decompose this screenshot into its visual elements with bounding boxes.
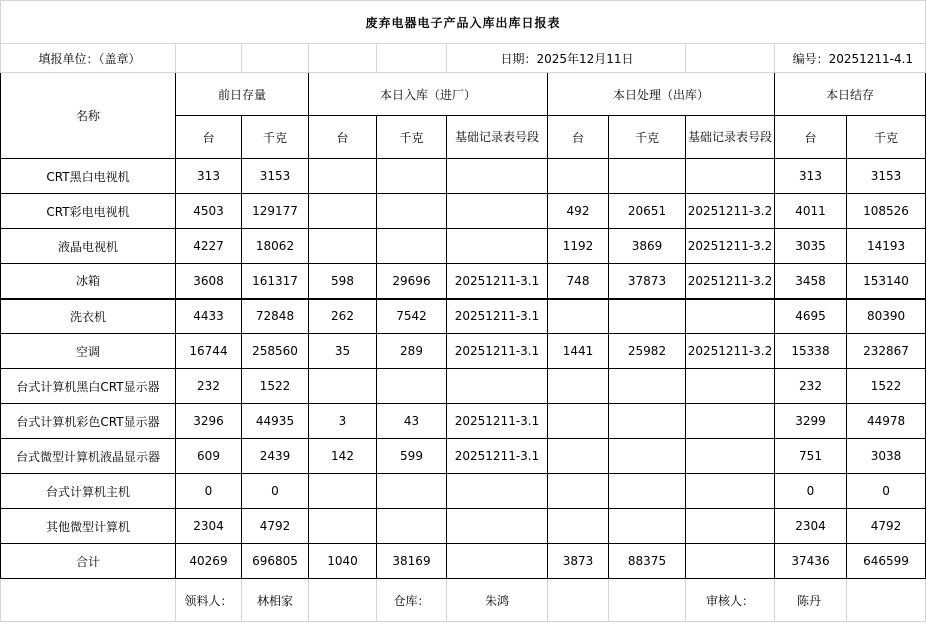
stock-tai-cell: 2304 [775,509,847,544]
in-record-no-cell [447,229,548,264]
out-kg-cell [609,509,686,544]
out-tai-cell [548,299,609,334]
in-record-no-cell [447,509,548,544]
item-name-cell: 台式计算机黑白CRT显示器 [1,369,176,404]
in-kg-cell: 38169 [377,544,447,579]
out-tai-cell: 748 [548,264,609,299]
receiver-label: 领料人： [176,579,242,622]
out-tai-cell [548,509,609,544]
out-record-no-cell [686,509,775,544]
prev-tai-cell: 4227 [176,229,242,264]
subheader-out-record: 基础记录表号段 [686,116,775,159]
prev-kg-cell: 129177 [242,194,309,229]
prev-kg-cell: 18062 [242,229,309,264]
out-kg-cell [609,474,686,509]
subheader-out-tai: 台 [548,116,609,159]
table-row [1,474,926,509]
out-record-no-cell: 20251211-3.2 [686,264,775,299]
table-row [1,264,926,299]
prev-kg-cell: 161317 [242,264,309,299]
out-tai-cell [548,474,609,509]
in-kg-cell [377,474,447,509]
stock-tai-cell: 3299 [775,404,847,439]
stock-tai-cell: 4011 [775,194,847,229]
stock-tai-cell: 0 [775,474,847,509]
stock-tai-cell: 37436 [775,544,847,579]
out-kg-cell [609,159,686,194]
stock-kg-cell: 3038 [847,439,926,474]
out-record-no-cell [686,439,775,474]
stock-tai-cell: 3035 [775,229,847,264]
in-kg-cell [377,194,447,229]
prev-kg-cell: 696805 [242,544,309,579]
out-record-no-cell: 20251211-3.2 [686,334,775,369]
subheader-out-kg: 千克 [609,116,686,159]
out-record-no-cell [686,404,775,439]
total-row [1,544,926,579]
in-tai-cell: 142 [309,439,377,474]
in-kg-cell [377,509,447,544]
subheader-in-record: 基础记录表号段 [447,116,548,159]
prev-kg-cell: 44935 [242,404,309,439]
table-row [1,194,926,229]
out-tai-cell [548,369,609,404]
table-row [1,334,926,369]
in-record-no-cell [447,159,548,194]
in-tai-cell [309,159,377,194]
item-name-cell: 台式计算机彩色CRT显示器 [1,404,176,439]
receiver-name: 林相家 [242,579,309,622]
in-record-no-cell: 20251211-3.1 [447,334,548,369]
prev-tai-cell: 40269 [176,544,242,579]
table-row [1,404,926,439]
out-record-no-cell: 20251211-3.2 [686,194,775,229]
prev-tai-cell: 3296 [176,404,242,439]
in-record-no-cell [447,544,548,579]
out-tai-cell [548,439,609,474]
stock-tai-cell: 4695 [775,299,847,334]
stock-tai-cell: 15338 [775,334,847,369]
in-tai-cell: 1040 [309,544,377,579]
out-kg-cell: 88375 [609,544,686,579]
stock-kg-cell: 0 [847,474,926,509]
item-name-cell: CRT彩电电视机 [1,194,176,229]
in-kg-cell: 599 [377,439,447,474]
out-record-no-cell [686,544,775,579]
col-header-today-stock: 本日结存 [775,73,926,116]
signature-row [1,579,926,622]
prev-tai-cell: 0 [176,474,242,509]
stock-kg-cell: 232867 [847,334,926,369]
out-kg-cell: 20651 [609,194,686,229]
col-header-today-out: 本日处理（出库） [548,73,775,116]
subheader-stock-kg: 千克 [847,116,926,159]
prev-kg-cell: 258560 [242,334,309,369]
prev-kg-cell: 72848 [242,299,309,334]
item-name-cell: 液晶电视机 [1,229,176,264]
in-kg-cell: 43 [377,404,447,439]
prev-kg-cell: 2439 [242,439,309,474]
out-record-no-cell [686,369,775,404]
item-name-cell: 台式微型计算机液晶显示器 [1,439,176,474]
prev-tai-cell: 3608 [176,264,242,299]
title-row [1,1,926,44]
stock-tai-cell: 3458 [775,264,847,299]
out-kg-cell: 37873 [609,264,686,299]
in-kg-cell [377,229,447,264]
warehouse-name: 朱鸿 [447,579,548,622]
stock-kg-cell: 80390 [847,299,926,334]
prev-tai-cell: 4433 [176,299,242,334]
stock-kg-cell: 14193 [847,229,926,264]
header-row-1 [1,73,926,116]
prev-kg-cell: 3153 [242,159,309,194]
in-kg-cell: 289 [377,334,447,369]
in-record-no-cell: 20251211-3.1 [447,264,548,299]
reviewer-name: 陈丹 [775,579,847,622]
prev-tai-cell: 609 [176,439,242,474]
out-kg-cell [609,404,686,439]
subheader-prev-kg: 千克 [242,116,309,159]
in-tai-cell [309,509,377,544]
in-tai-cell [309,474,377,509]
stock-tai-cell: 313 [775,159,847,194]
in-tai-cell: 3 [309,404,377,439]
out-tai-cell [548,404,609,439]
prev-kg-cell: 1522 [242,369,309,404]
out-tai-cell: 3873 [548,544,609,579]
in-tai-cell: 35 [309,334,377,369]
out-tai-cell [548,159,609,194]
in-record-no-cell [447,369,548,404]
data-rows [1,159,926,579]
item-name-cell: CRT黑白电视机 [1,159,176,194]
table-row [1,159,926,194]
in-kg-cell [377,369,447,404]
table-row [1,229,926,264]
reviewer-label: 审核人： [686,579,775,622]
in-record-no-cell [447,474,548,509]
item-name-cell: 其他微型计算机 [1,509,176,544]
report-date: 日期：2025年12月11日 [447,44,686,73]
in-kg-cell: 29696 [377,264,447,299]
in-kg-cell: 7542 [377,299,447,334]
out-record-no-cell [686,159,775,194]
in-tai-cell [309,369,377,404]
in-tai-cell [309,229,377,264]
prev-tai-cell: 4503 [176,194,242,229]
stock-kg-cell: 44978 [847,404,926,439]
stock-kg-cell: 108526 [847,194,926,229]
in-tai-cell: 262 [309,299,377,334]
col-header-name: 名称 [1,73,176,159]
in-kg-cell [377,159,447,194]
subheader-stock-tai: 台 [775,116,847,159]
item-name-cell: 合计 [1,544,176,579]
in-record-no-cell: 20251211-3.1 [447,439,548,474]
out-kg-cell: 25982 [609,334,686,369]
table-row [1,439,926,474]
out-record-no-cell [686,299,775,334]
table-row [1,299,926,334]
stock-tai-cell: 751 [775,439,847,474]
subheader-in-kg: 千克 [377,116,447,159]
item-name-cell: 空调 [1,334,176,369]
out-kg-cell [609,439,686,474]
report-number: 编号：20251211-4.1 [775,44,926,73]
subheader-in-tai: 台 [309,116,377,159]
item-name-cell: 冰箱 [1,264,176,299]
stock-kg-cell: 646599 [847,544,926,579]
out-kg-cell [609,299,686,334]
item-name-cell: 洗衣机 [1,299,176,334]
out-record-no-cell: 20251211-3.2 [686,229,775,264]
col-header-prev-stock: 前日存量 [176,73,309,116]
subheader-prev-tai: 台 [176,116,242,159]
out-tai-cell: 1192 [548,229,609,264]
stock-kg-cell: 4792 [847,509,926,544]
prev-tai-cell: 16744 [176,334,242,369]
in-record-no-cell: 20251211-3.1 [447,299,548,334]
out-tai-cell: 492 [548,194,609,229]
in-tai-cell [309,194,377,229]
out-record-no-cell [686,474,775,509]
item-name-cell: 台式计算机主机 [1,474,176,509]
out-kg-cell [609,369,686,404]
table-row [1,509,926,544]
stock-kg-cell: 153140 [847,264,926,299]
out-tai-cell: 1441 [548,334,609,369]
filling-unit-label: 填报单位：（盖章） [1,44,176,73]
prev-kg-cell: 0 [242,474,309,509]
table-row [1,369,926,404]
col-header-today-in: 本日入库（进厂） [309,73,548,116]
prev-kg-cell: 4792 [242,509,309,544]
stock-kg-cell: 3153 [847,159,926,194]
stock-tai-cell: 232 [775,369,847,404]
stock-kg-cell: 1522 [847,369,926,404]
prev-tai-cell: 232 [176,369,242,404]
out-kg-cell: 3869 [609,229,686,264]
warehouse-label: 仓库： [377,579,447,622]
info-row [1,44,926,73]
in-record-no-cell [447,194,548,229]
prev-tai-cell: 313 [176,159,242,194]
in-record-no-cell: 20251211-3.1 [447,404,548,439]
report-title: 废弃电器电子产品入库出库日报表 [1,1,926,44]
prev-tai-cell: 2304 [176,509,242,544]
in-tai-cell: 598 [309,264,377,299]
